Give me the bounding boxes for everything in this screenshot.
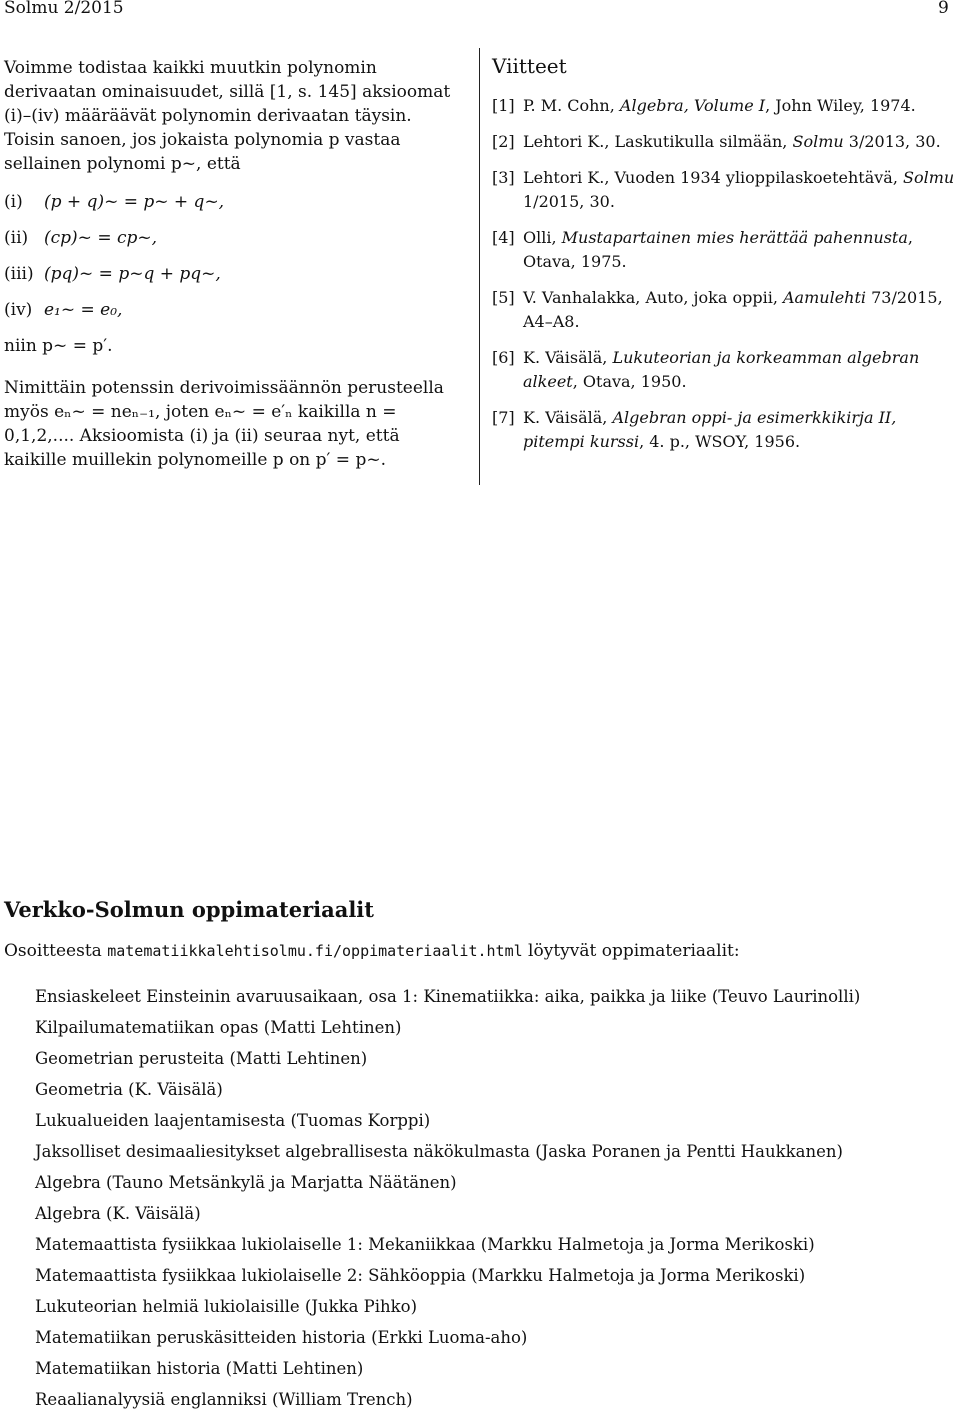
reference-number: [6]	[492, 348, 515, 367]
reference-title: Solmu	[792, 132, 844, 151]
reference-number: [3]	[492, 168, 515, 187]
property-formula: (cp)~ = cp~,	[44, 228, 158, 248]
reference-text: , 4. p., WSOY, 1956.	[639, 432, 801, 451]
materials-intro-text: löytyvät oppimateriaalit:	[522, 941, 740, 961]
reference-title: Algebra, Volume I	[619, 96, 766, 115]
reference-number: [5]	[492, 288, 515, 307]
reference-text: , Otava, 1950.	[572, 372, 687, 391]
reference-item	[492, 406, 958, 454]
reference-title: Mustapartainen mies herättää pahennusta	[561, 228, 908, 247]
reference-title: Solmu	[903, 168, 955, 187]
reference-text: V. Vanhalakka, Auto, joka oppii,	[523, 288, 783, 307]
references-column	[492, 54, 958, 466]
materials-intro	[4, 941, 740, 961]
reference-number: [4]	[492, 228, 515, 247]
reference-item	[492, 130, 958, 154]
conclusion-line: niin p~ = p′.	[4, 336, 113, 356]
reference-title: Aamulehti	[783, 288, 867, 307]
reference-text: K. Väisälä,	[523, 348, 613, 367]
reference-item	[492, 226, 958, 274]
property-label: (iii)	[4, 264, 34, 284]
material-item[interactable]: Kilpailumatematiikan opas (Matti Lehtinen)	[35, 1018, 402, 1037]
reference-item	[492, 346, 958, 394]
reference-item	[492, 94, 958, 118]
material-item[interactable]: Jaksolliset desimaaliesitykset algebrallisesta näkökulmasta (Jaska Poranen ja Pentti Haukkanen)	[35, 1142, 843, 1161]
reference-text: 73/2015, A4–A8.	[523, 288, 943, 331]
material-item[interactable]: Lukualueiden laajentamisesta (Tuomas Korppi)	[35, 1111, 431, 1130]
left-column	[4, 56, 466, 472]
property-item	[4, 190, 466, 214]
material-item[interactable]: Matematiikan historia (Matti Lehtinen)	[35, 1359, 364, 1378]
reference-number: [2]	[492, 132, 515, 151]
reference-item	[492, 166, 958, 214]
material-item[interactable]: Geometria (K. Väisälä)	[35, 1080, 223, 1099]
reference-text: , Otava, 1975.	[523, 228, 913, 271]
reference-number: [7]	[492, 408, 515, 427]
property-item	[4, 226, 466, 250]
material-item[interactable]: Matematiikan peruskäsitteiden historia (Erkki Luoma-aho)	[35, 1328, 528, 1347]
column-divider	[479, 48, 480, 485]
proof-paragraph: Nimittäin potenssin derivoimissäännön perusteella myös eₙ~ = neₙ₋₁, joten eₙ~ = e′ₙ kaikilla n = 0,1,2,.... Aksioomista (i) ja (ii) seuraa nyt, että kaikille muillekin polynomeille p on p′ = p~.	[4, 378, 444, 470]
property-item	[4, 262, 466, 286]
material-item[interactable]: Geometrian perusteita (Matti Lehtinen)	[35, 1049, 368, 1068]
property-label: (iv)	[4, 300, 33, 320]
material-item[interactable]: Lukuteorian helmiä lukiolaisille (Jukka Pihko)	[35, 1297, 418, 1316]
property-label: (i)	[4, 192, 23, 212]
property-label: (ii)	[4, 228, 29, 248]
reference-text: P. M. Cohn,	[523, 96, 620, 115]
material-item[interactable]: Matemaattista fysiikkaa lukiolaiselle 1: Mekaniikkaa (Markku Halmetoja ja Jorma Merikoski)	[35, 1235, 815, 1254]
running-header-journal: Solmu 2/2015	[4, 0, 124, 18]
reference-title: Algebran oppi- ja esimerkkikirja II, pitempi kurssi	[523, 408, 897, 451]
reference-text: Lehtori K., Vuoden 1934 ylioppilaskoetehtävä,	[523, 168, 903, 187]
reference-text: , John Wiley, 1974.	[765, 96, 916, 115]
property-formula: (pq)~ = p~q + pq~,	[44, 264, 221, 284]
material-item[interactable]: Ensiaskeleet Einsteinin avaruusaikaan, osa 1: Kinematiikka: aika, paikka ja liike (Teuvo Laurinolli)	[35, 987, 861, 1006]
reference-item	[492, 286, 958, 334]
property-formula: (p + q)~ = p~ + q~,	[44, 192, 225, 212]
material-item[interactable]: Reaalianalyysiä englanniksi (William Trench)	[35, 1390, 413, 1409]
material-item[interactable]: Algebra (Tauno Metsänkylä ja Marjatta Näätänen)	[35, 1173, 457, 1192]
material-item[interactable]: Algebra (K. Väisälä)	[35, 1204, 201, 1223]
reference-text: Lehtori K., Laskutikulla silmään,	[523, 132, 793, 151]
materials-url-link[interactable]: matematiikkalehtisolmu.fi/oppimateriaalit.html	[107, 942, 523, 960]
reference-text: K. Väisälä,	[523, 408, 613, 427]
reference-number: [1]	[492, 96, 515, 115]
material-item[interactable]: Matemaattista fysiikkaa lukiolaiselle 2: Sähköoppia (Markku Halmetoja ja Jorma Merikoski)	[35, 1266, 806, 1285]
page-number: 9	[938, 0, 949, 18]
materials-intro-text: Osoitteesta	[4, 941, 108, 961]
reference-text: 3/2013, 30.	[843, 132, 941, 151]
properties-list	[4, 190, 466, 322]
property-formula: e₁~ = e₀,	[44, 300, 123, 320]
materials-section-title: Verkko-Solmun oppimateriaalit	[4, 897, 374, 922]
intro-paragraph: Voimme todistaa kaikki muutkin polynomin derivaatan ominaisuudet, sillä [1, s. 145] aksioomat (i)–(iv) määräävät polynomin derivaatan täysin. Toisin sanoen, jos jokaista polynomia p vastaa sellainen polynomi p~, että	[4, 58, 451, 174]
property-item	[4, 298, 466, 322]
references-title: Viitteet	[492, 54, 567, 78]
reference-text: Olli,	[523, 228, 562, 247]
reference-text: 1/2015, 30.	[523, 192, 615, 211]
materials-list	[35, 985, 945, 1419]
reference-title: Lukuteorian ja korkeamman algebran alkeet	[523, 348, 920, 391]
